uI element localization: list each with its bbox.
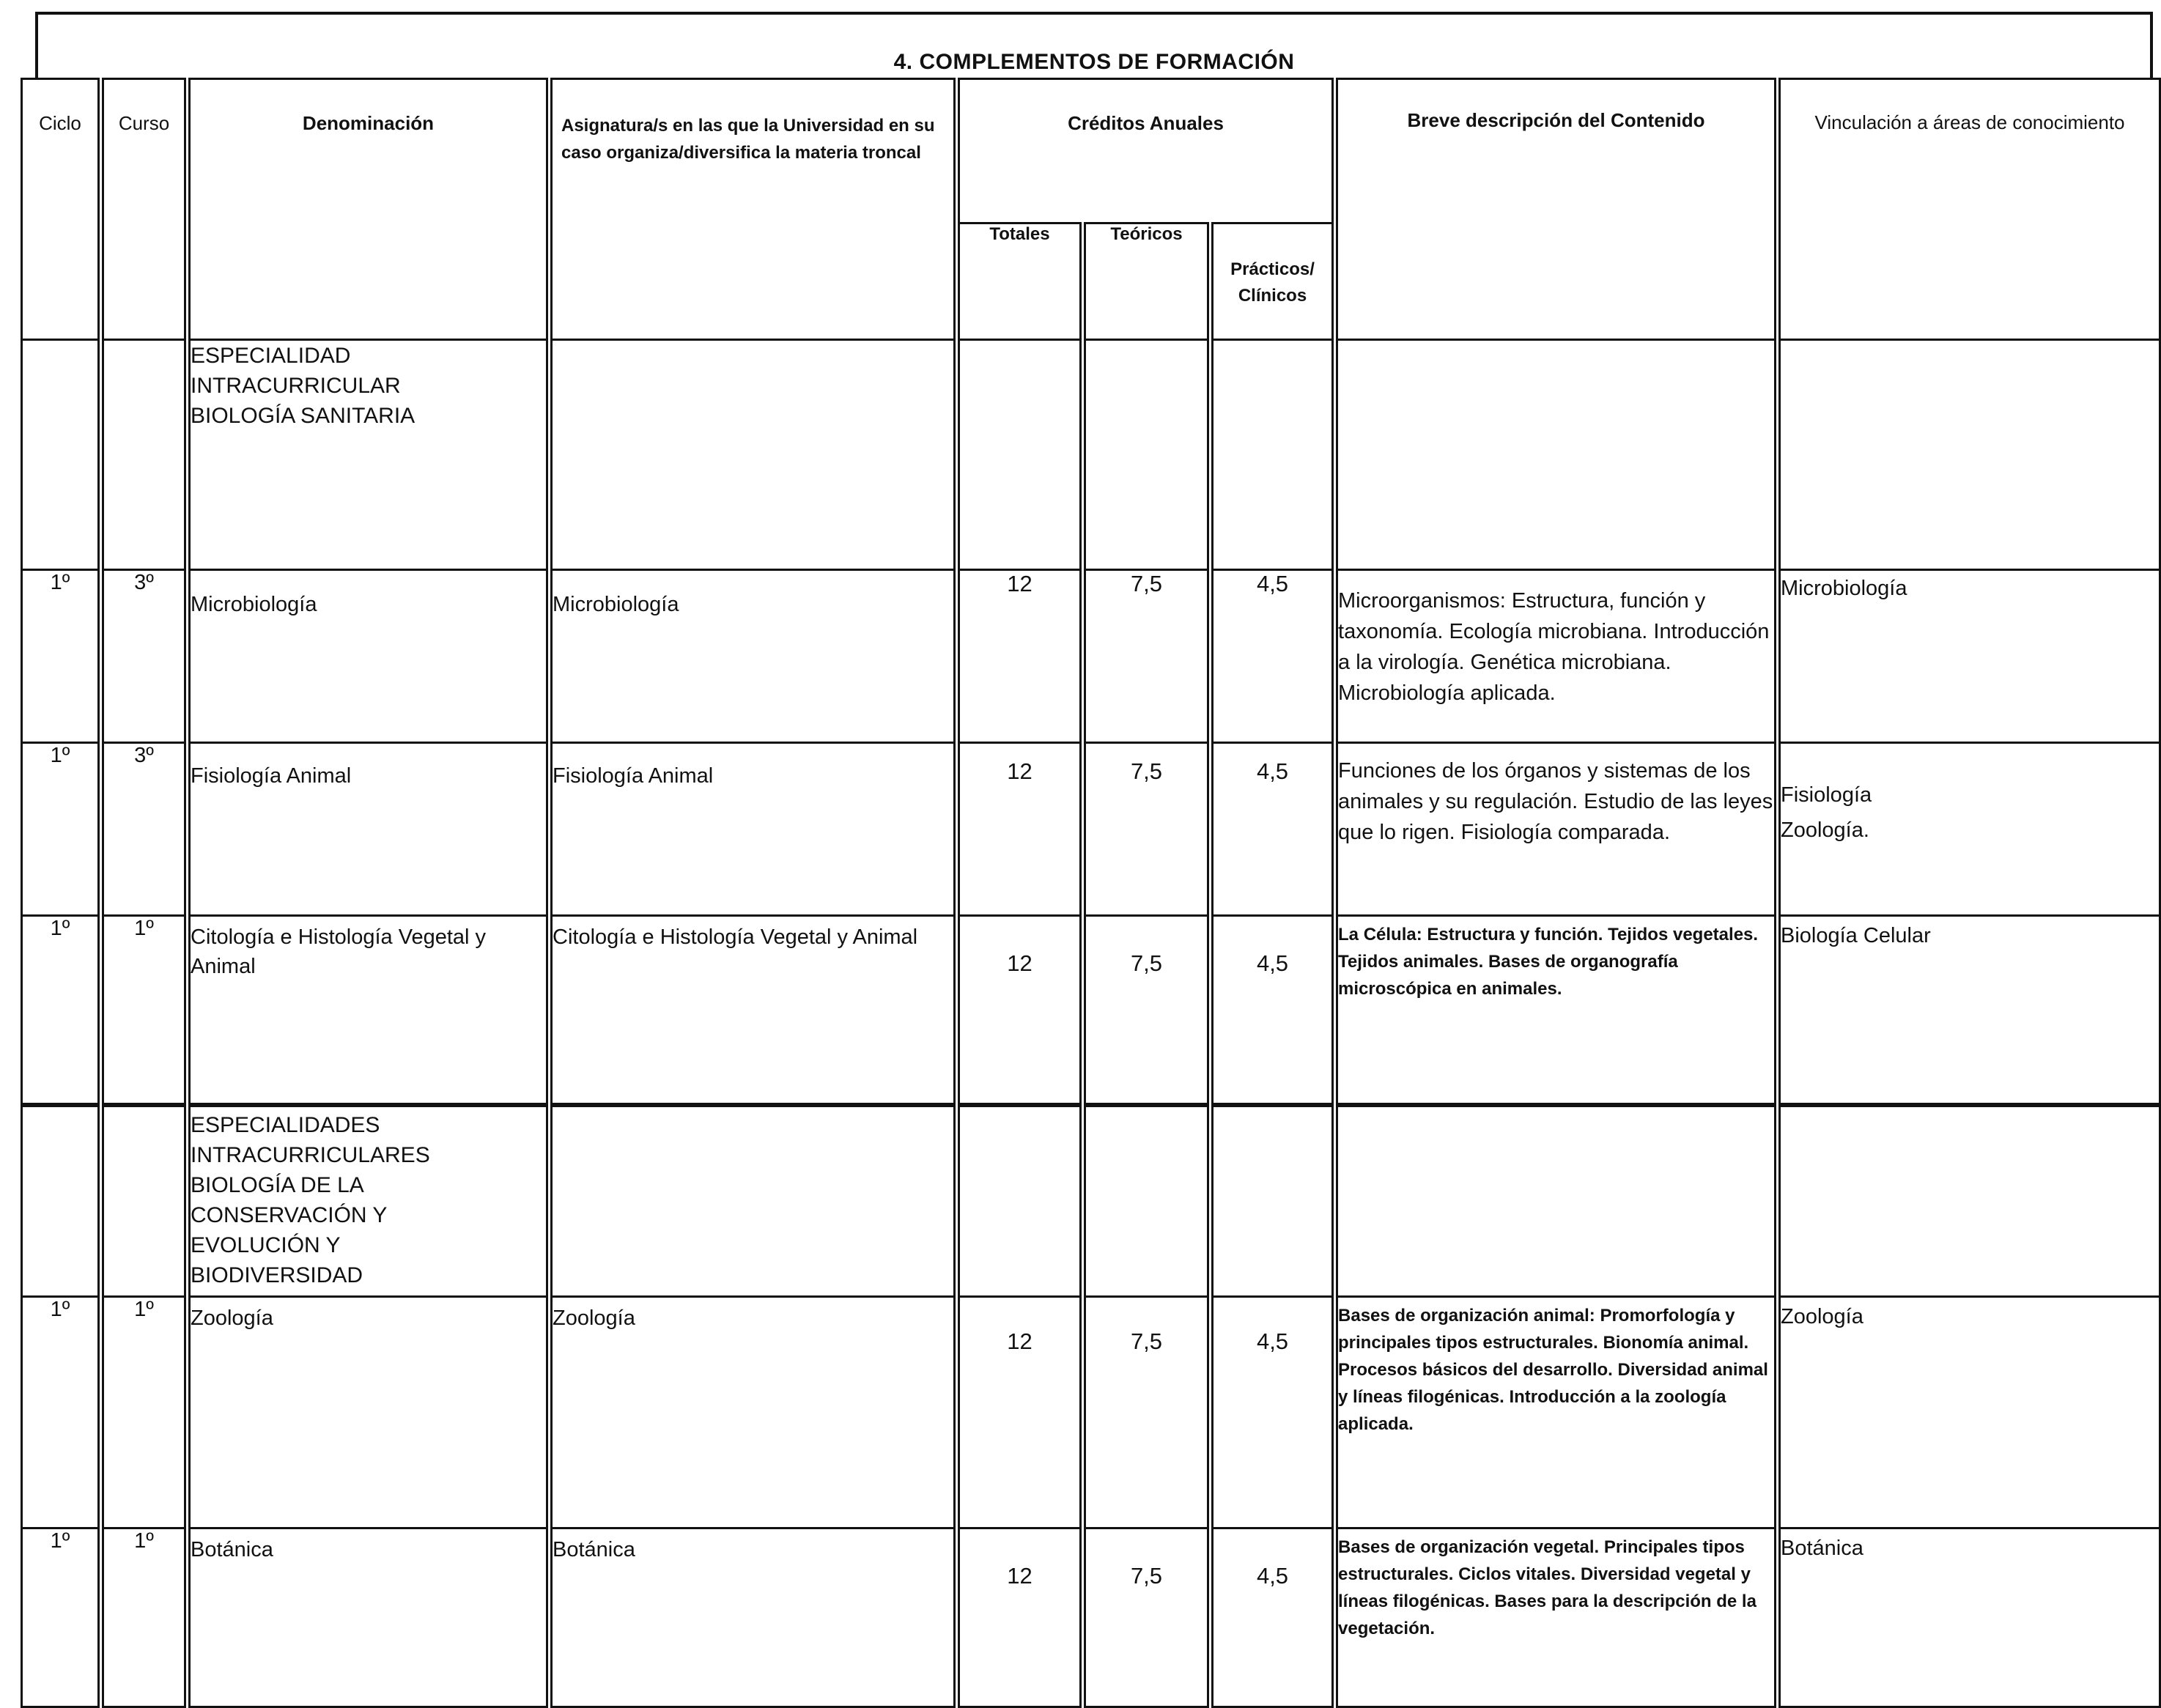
denominacion-cell: Citología e Histología Vegetal y Animal	[188, 916, 550, 1105]
totales-cell: 12	[957, 916, 1083, 1105]
header-descripcion: Breve descripción del Contenido	[1335, 79, 1778, 340]
ciclo-cell: 1º	[22, 570, 101, 743]
table-row	[22, 743, 2160, 916]
asignatura-cell: Zoología	[550, 1297, 957, 1528]
practicos-cell: 4,5	[1211, 743, 1335, 916]
vinculacion-cell: Microbiología	[1778, 570, 2160, 743]
header-ciclo: Ciclo	[22, 79, 101, 340]
teoricos-cell: 7,5	[1083, 570, 1211, 743]
practicos-cell: 4,5	[1211, 1297, 1335, 1528]
document-sheet	[21, 12, 2159, 1644]
vinculacion-cell: Zoología	[1778, 1297, 2160, 1528]
teoricos-cell: 7,5	[1083, 1528, 1211, 1707]
curso-cell: 1º	[101, 916, 188, 1105]
denominacion-cell: Microbiología	[188, 570, 550, 743]
header-row	[22, 79, 2160, 223]
totales-cell: 12	[957, 743, 1083, 916]
descripcion-cell: Funciones de los órganos y sistemas de los animales y su regulación. Estudio de las leyes que lo rigen. Fisiología comparada.	[1335, 743, 1778, 916]
asignatura-cell: Botánica	[550, 1528, 957, 1707]
ciclo-cell: 1º	[22, 743, 101, 916]
vinculacion-cell: Biología Celular	[1778, 916, 2160, 1105]
section-heading: ESPECIALIDAD INTRACURRICULAR BIOLOGÍA SANITARIA	[188, 340, 550, 570]
ciclo-cell: 1º	[22, 916, 101, 1105]
title-bar	[35, 12, 2153, 78]
header-denominacion: Denominación	[188, 79, 550, 340]
header-teoricos: Teóricos	[1083, 223, 1211, 340]
vinculacion-cell: Botánica	[1778, 1528, 2160, 1707]
denominacion-cell: Botánica	[188, 1528, 550, 1707]
table-row	[22, 916, 2160, 1105]
teoricos-cell: 7,5	[1083, 743, 1211, 916]
practicos-cell: 4,5	[1211, 1528, 1335, 1707]
header-creditos: Créditos Anuales	[957, 79, 1335, 223]
curso-cell: 3º	[101, 570, 188, 743]
asignatura-cell: Microbiología	[550, 570, 957, 743]
totales-cell: 12	[957, 1528, 1083, 1707]
practicos-cell: 4,5	[1211, 916, 1335, 1105]
descripcion-cell: Bases de organización vegetal. Principales tipos estructurales. Ciclos vitales. Diversidad vegetal y líneas filogénicas. Bases para la descripción de la vegetación.	[1335, 1528, 1778, 1707]
section-heading-row	[22, 340, 2160, 570]
curso-cell: 1º	[101, 1528, 188, 1707]
ciclo-cell: 1º	[22, 1528, 101, 1707]
page-title: 4. COMPLEMENTOS DE FORMACIÓN	[893, 50, 1295, 74]
descripcion-cell: La Célula: Estructura y función. Tejidos vegetales. Tejidos animales. Bases de organografía microscópica en animales.	[1335, 916, 1778, 1105]
header-vinculacion: Vinculación a áreas de conocimiento	[1778, 79, 2160, 340]
section-heading-row	[22, 1105, 2160, 1297]
table-row	[22, 570, 2160, 743]
ciclo-cell: 1º	[22, 1297, 101, 1528]
descripcion-cell: Microorganismos: Estructura, función y taxonomía. Ecología microbiana. Introducción a la virología. Genética microbiana. Microbiología aplicada.	[1335, 570, 1778, 743]
header-curso: Curso	[101, 79, 188, 340]
curso-cell: 1º	[101, 1297, 188, 1528]
header-totales: Totales	[957, 223, 1083, 340]
descripcion-cell: Bases de organización animal: Promorfología y principales tipos estructurales. Bionomía animal. Procesos básicos del desarrollo. Diversidad animal y líneas filogénicas. Introducción a la zoología aplicada.	[1335, 1297, 1778, 1528]
table-row	[22, 1297, 2160, 1528]
teoricos-cell: 7,5	[1083, 916, 1211, 1105]
complementos-table	[21, 78, 2161, 1708]
totales-cell: 12	[957, 570, 1083, 743]
header-practicos: Prácticos/ Clínicos	[1211, 223, 1335, 340]
vinculacion-cell: Fisiología Zoología.	[1778, 743, 2160, 916]
denominacion-cell: Zoología	[188, 1297, 550, 1528]
totales-cell: 12	[957, 1297, 1083, 1528]
teoricos-cell: 7,5	[1083, 1297, 1211, 1528]
asignatura-cell: Fisiología Animal	[550, 743, 957, 916]
asignatura-cell: Citología e Histología Vegetal y Animal	[550, 916, 957, 1105]
practicos-cell: 4,5	[1211, 570, 1335, 743]
section-heading: ESPECIALIDADES INTRACURRICULARES BIOLOGÍA DE LA CONSERVACIÓN Y EVOLUCIÓN Y BIODIVERSIDAD	[188, 1105, 550, 1297]
curso-cell: 3º	[101, 743, 188, 916]
header-asignatura: Asignatura/s en las que la Universidad en su caso organiza/diversifica la materia troncal	[550, 79, 957, 340]
denominacion-cell: Fisiología Animal	[188, 743, 550, 916]
table-row	[22, 1528, 2160, 1707]
